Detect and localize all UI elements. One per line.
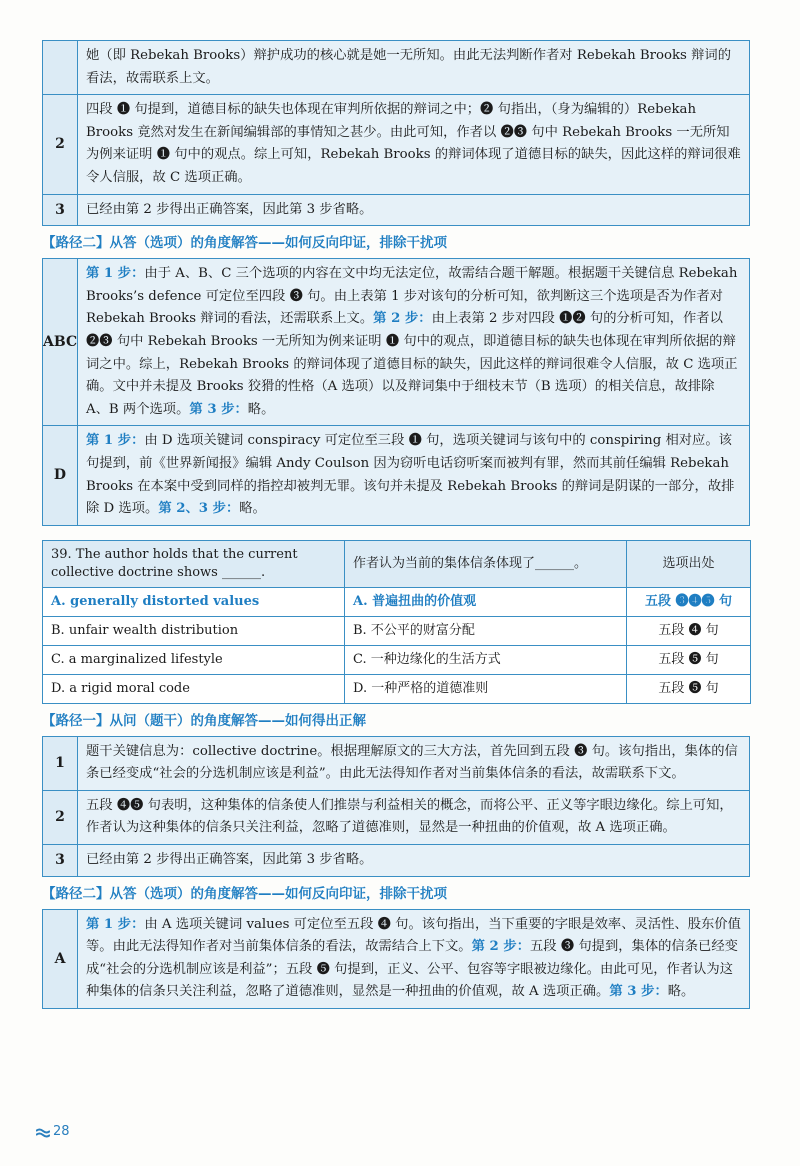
step-text: 由 D 选项关键词 conspiracy 可定位至三段 ❶ 句，选项关键词与该句中的 conspiring 相对应。该句提到，前《世界新闻报》编辑 Andy Coulson 因为窃听电话窃听案而被判有罪，然而其前任编辑 Rebekah Brooks 在本案中受到同样的指控却被判无罪。该句并未提及 Rebekah Brooks 的辩词是阴谋的一部分，故排除 D 选项。 [86,433,735,517]
row-label: 1 [43,736,78,790]
table-row [43,95,750,194]
option-english: D. a rigid moral code [43,674,345,703]
analysis-table-top [42,40,750,226]
step-label: 第 1 步： [86,433,145,449]
table-row-option-c [43,645,751,674]
source-header: 选项出处 [627,540,751,587]
row-text: 已经由第 2 步得出正确答案，因此第 3 步省略。 [78,845,750,877]
option-chinese: D. 一种严格的道德准则 [345,674,627,703]
step-label: 第 3 步： [609,984,668,1000]
step-label: 第 2 步： [471,939,531,955]
option-english: C. a marginalized lifestyle [43,645,345,674]
analysis-table-route2-b [42,909,750,1009]
option-chinese: A. 普遍扭曲的价值观 [345,587,627,616]
row-text: 已经由第 2 步得出正确答案，因此第 3 步省略。 [78,194,750,226]
question-options-table [42,540,751,704]
row-label: 2 [43,95,78,194]
option-source: 五段 ❺ 句 [627,645,751,674]
step-text: 五段 ❸ 句提到，集体的信条已经变成“社会的分选机制应该是利益”；五段 ❺ 句提到，正义、公平、包容等字眼被边缘化。由此可见，作者认为这种集体的信条只关注利益，忽略了道德准则，显然是一种扭曲的价值观，故 A 选项正确。 [86,939,738,1000]
step-text: 略。 [667,984,695,1000]
table-row [43,845,750,877]
option-source: 五段 ❹ 句 [627,616,751,645]
table-row [43,736,750,790]
step-text: 由于 A、B、C 三个选项的内容在文中均无法定位，故需结合题干解题。根据题干关键信息 Rebekah Brooks’s defence 可定位至四段 ❸ 句。由上表第 1 步对该句的分析可知，欲判断这三个选项是否为作者对 Rebekah Brooks 辩词的看法，还需联系上文。 [86,266,738,327]
row-text: 她（即 Rebekah Brooks）辩护成功的核心就是她一无所知。由此无法判断作者对 Rebekah Brooks 辩词的看法，故需联系上文。 [78,41,750,95]
option-english: A. generally distorted values [43,587,345,616]
step-label: 第 1 步： [86,266,145,282]
option-source: 五段 ❺ 句 [627,674,751,703]
row-label: ABC [43,259,78,426]
row-label: D [43,426,78,525]
row-text: 题干关键信息为：collective doctrine。根据理解原文的三大方法，首先回到五段 ❸ 句。该句指出，集体的信条已经变成“社会的分选机制应该是利益”。由此无法得知作者对当前集体信条的看法，故需联系下文。 [78,736,750,790]
analysis-table-route2-a [42,258,750,526]
option-chinese: B. 不公平的财富分配 [345,616,627,645]
page-content [42,40,750,1009]
step-label: 第 1 步： [86,916,145,932]
table-row-option-b [43,616,751,645]
page-number: 28 [53,1124,70,1139]
step-text: 由上表第 2 步对四段 ❶❷ 句的分析可知，作者以 ❷❸ 句中 Rebekah Brooks 一无所知为例来证明 ❶ 句中的观点，即道德目标的缺失也体现在审判所依据的辩词之中。综上，Rebekah Brooks 的辩词体现了道德目标的缺失，因此这样的辩词很难令人信服，故 C 选项正确。文中并未提及 Brooks 狡猾的性格（A 选项）以及辩词集中于细枝末节（B 选项）的相关信息，故排除 A、B 两个选项。 [86,311,738,417]
step-text: 略。 [247,401,275,417]
table-header-row [43,540,751,587]
table-row [43,194,750,226]
row-label: A [43,909,78,1008]
step-text: 由 A 选项关键词 values 可定位至五段 ❹ 句。该句指出，当下重要的字眼是效率、灵活性、股东价值等。由此无法得知作者对当前集体信条的看法，故需结合上下文。 [86,916,741,955]
option-english: B. unfair wealth distribution [43,616,345,645]
row-text: 四段 ❶ 句提到，道德目标的缺失也体现在审判所依据的辩词之中；❷ 句指出，（身为编辑的）Rebekah Brooks 竟然对发生在新闻编辑部的事情知之甚少。由此可知，作者以 ❷❸ 句中 Rebekah Brooks 一无所知为例来证明 ❶ 句中的观点。综上可知，Rebekah Brooks 的辩词体现了道德目标的缺失，因此这样的辩词很难令人信服，故 C 选项正确。 [78,95,750,194]
analysis-table-route1 [42,736,750,877]
row-text: 五段 ❹❺ 句表明，这种集体的信条使人们推崇与利益相关的概念，而将公平、正义等字眼边缘化。综上可知，作者认为这种集体的信条只关注利益，忽略了道德准则，显然是一种扭曲的价值观，故 A 选项正确。 [78,790,750,844]
option-chinese: C. 一种边缘化的生活方式 [345,645,627,674]
table-row-option-a [43,587,751,616]
option-source: 五段 ❸❹❺ 句 [627,587,751,616]
table-row [43,909,750,1008]
row-label: 3 [43,845,78,877]
row-text [78,909,750,1008]
row-text [78,426,750,525]
step-label: 第 3 步： [189,401,248,417]
row-label: 3 [43,194,78,226]
step-text: 略。 [239,501,266,517]
section-title-route2: 【路径二】从答（选项）的角度解答——如何反向印证，排除干扰项 [42,235,447,252]
step-label: 第 2、3 步： [158,501,240,517]
row-text [78,259,750,426]
row-label [43,41,78,95]
section-title-route2-b: 【路径二】从答（选项）的角度解答——如何反向印证，排除干扰项 [42,885,447,902]
question-english: 39. The author holds that the current collective doctrine shows ______. [43,540,345,587]
table-row [43,259,750,426]
table-row [43,41,750,95]
table-row [43,426,750,525]
question-chinese: 作者认为当前的集体信条体现了______。 [345,540,627,587]
page-footer [36,1124,70,1139]
step-label: 第 2 步： [373,311,432,327]
section-title-route1: 【路径一】从问（题干）的角度解答——如何得出正解 [42,712,366,729]
book-wave-icon [36,1127,50,1137]
row-label: 2 [43,790,78,844]
table-row-option-d [43,674,751,703]
table-row [43,790,750,844]
